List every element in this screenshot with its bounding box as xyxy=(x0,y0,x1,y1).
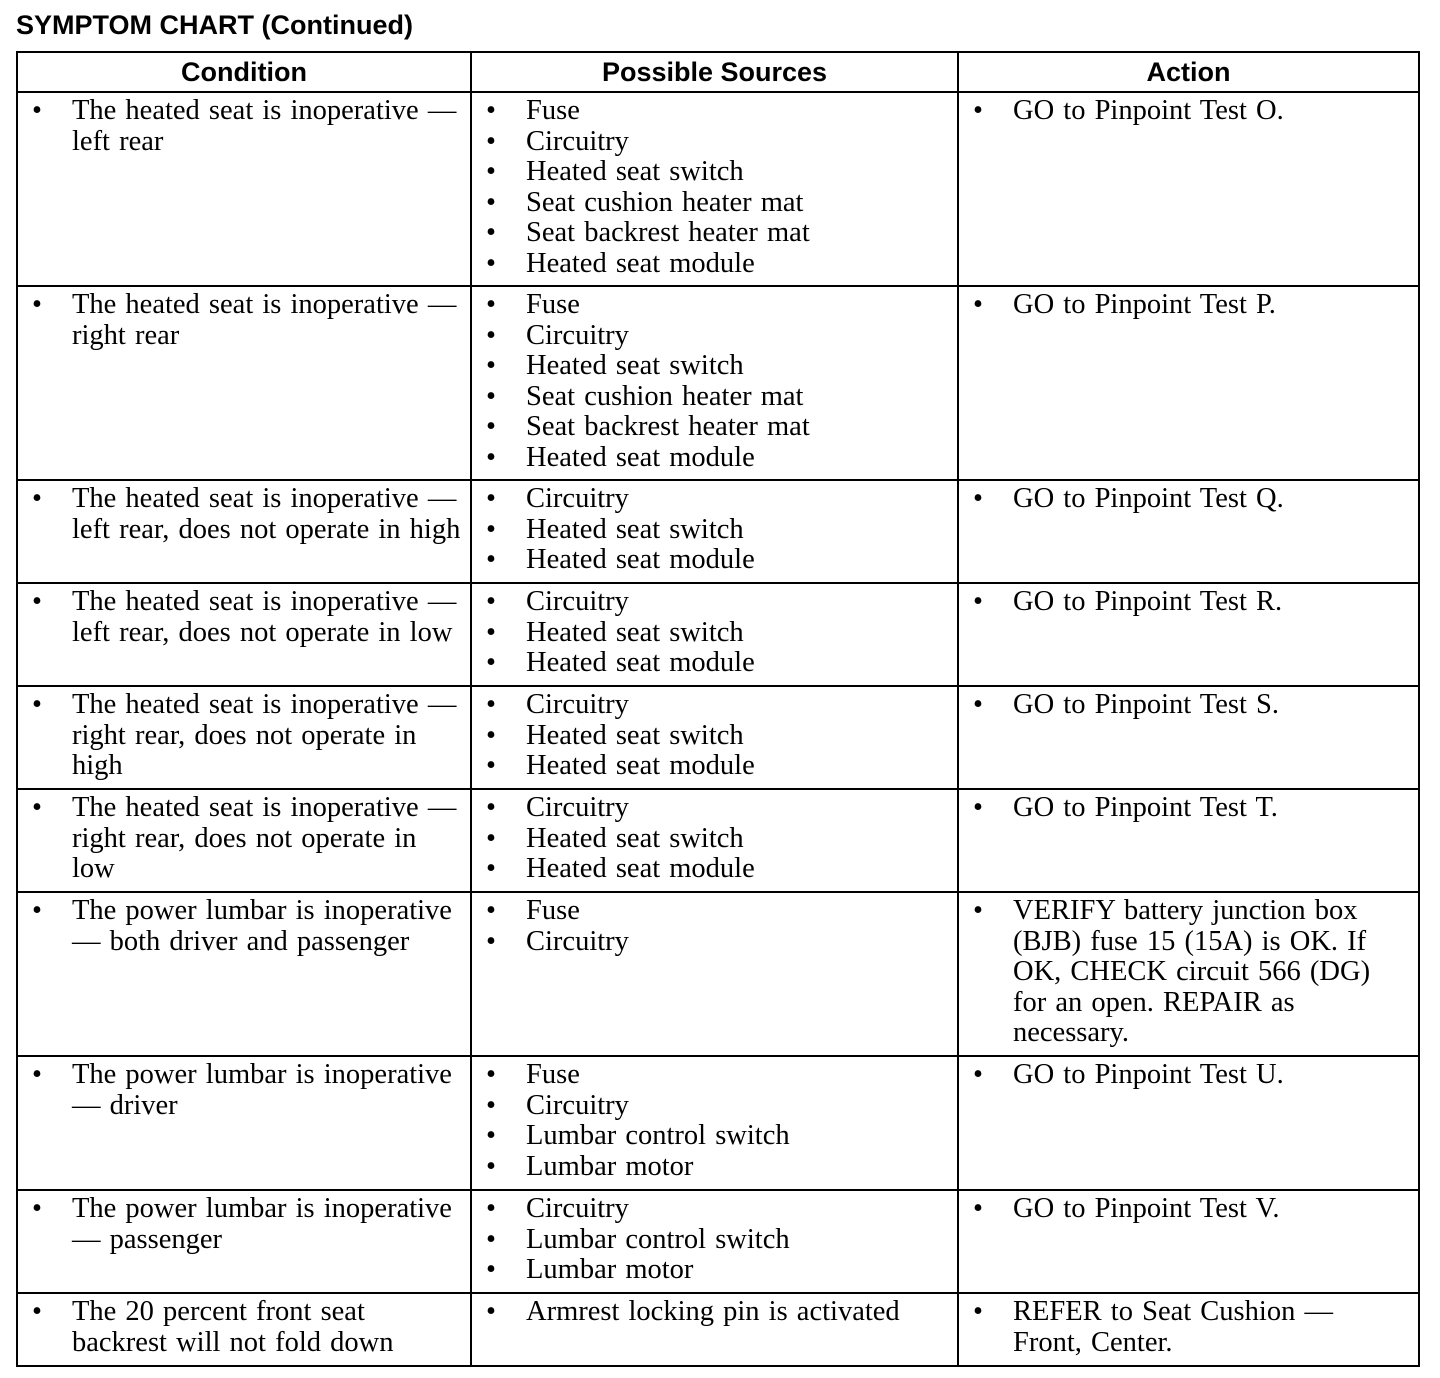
possible-sources-cell xyxy=(471,480,958,583)
possible-source-item: • Heated seat module xyxy=(472,751,957,782)
condition-text: • The heated seat is inoperative — right rear, does not operate in low xyxy=(18,793,470,885)
action-list xyxy=(959,1194,1418,1225)
possible-source-item: • Seat cushion heater mat xyxy=(472,382,957,413)
possible-source-item: • Heated seat switch xyxy=(472,157,957,188)
table-row xyxy=(17,1056,1419,1190)
action-text: • GO to Pinpoint Test V. xyxy=(959,1194,1418,1225)
condition-text: • The 20 percent front seat backrest will not fold down xyxy=(18,1297,470,1358)
action-list xyxy=(959,1297,1418,1358)
condition-text: • The power lumbar is inoperative — both driver and passenger xyxy=(18,896,470,957)
condition-list xyxy=(18,587,470,648)
condition-list xyxy=(18,1194,470,1255)
action-list xyxy=(959,484,1418,515)
action-text: • GO to Pinpoint Test S. xyxy=(959,690,1418,721)
condition-cell xyxy=(17,286,471,480)
action-text: • GO to Pinpoint Test T. xyxy=(959,793,1418,824)
action-text: • GO to Pinpoint Test P. xyxy=(959,290,1418,321)
possible-source-item: • Heated seat switch xyxy=(472,351,957,382)
possible-sources-cell xyxy=(471,1056,958,1190)
possible-sources-cell xyxy=(471,686,958,789)
action-cell xyxy=(958,789,1419,892)
header-action: Action xyxy=(958,52,1419,92)
possible-source-item: • Circuitry xyxy=(472,587,957,618)
action-text: • GO to Pinpoint Test U. xyxy=(959,1060,1418,1091)
action-list xyxy=(959,290,1418,321)
action-text: • VERIFY battery junction box (BJB) fuse 15 (15A) is OK. If OK, CHECK circuit 566 (DG) for an open. REPAIR as necessary. xyxy=(959,896,1418,1049)
action-cell xyxy=(958,1293,1419,1366)
condition-list xyxy=(18,896,470,957)
possible-sources-cell xyxy=(471,583,958,686)
condition-text: • The heated seat is inoperative — right rear xyxy=(18,290,470,351)
possible-source-item: • Seat cushion heater mat xyxy=(472,188,957,219)
action-list xyxy=(959,690,1418,721)
possible-sources-cell xyxy=(471,789,958,892)
possible-sources-cell xyxy=(471,1190,958,1293)
possible-sources-list xyxy=(472,1194,957,1286)
possible-source-item: • Heated seat module xyxy=(472,545,957,576)
action-cell xyxy=(958,1056,1419,1190)
condition-list xyxy=(18,484,470,545)
possible-source-item: • Heated seat module xyxy=(472,854,957,885)
possible-sources-list xyxy=(472,1297,957,1328)
action-text: • GO to Pinpoint Test O. xyxy=(959,96,1418,127)
possible-source-item: • Lumbar motor xyxy=(472,1152,957,1183)
chart-body xyxy=(17,92,1419,1366)
table-row xyxy=(17,1190,1419,1293)
possible-source-item: • Circuitry xyxy=(472,1194,957,1225)
possible-sources-list xyxy=(472,1060,957,1182)
table-row xyxy=(17,892,1419,1056)
action-text: • REFER to Seat Cushion — Front, Center. xyxy=(959,1297,1418,1358)
possible-source-item: • Lumbar motor xyxy=(472,1255,957,1286)
condition-cell xyxy=(17,1190,471,1293)
possible-source-item: • Lumbar control switch xyxy=(472,1225,957,1256)
possible-source-item: • Circuitry xyxy=(472,484,957,515)
action-cell xyxy=(958,480,1419,583)
condition-cell xyxy=(17,789,471,892)
possible-source-item: • Heated seat switch xyxy=(472,721,957,752)
action-cell xyxy=(958,92,1419,286)
table-row xyxy=(17,92,1419,286)
possible-sources-cell xyxy=(471,1293,958,1366)
possible-source-item: • Circuitry xyxy=(472,127,957,158)
condition-cell xyxy=(17,1293,471,1366)
possible-sources-list xyxy=(472,96,957,280)
condition-text: • The power lumbar is inoperative — passenger xyxy=(18,1194,470,1255)
possible-source-item: • Circuitry xyxy=(472,793,957,824)
possible-source-item: • Heated seat switch xyxy=(472,515,957,546)
table-row xyxy=(17,789,1419,892)
possible-source-item: • Heated seat module xyxy=(472,443,957,474)
possible-source-item: • Heated seat module xyxy=(472,648,957,679)
header-possible-sources: Possible Sources xyxy=(471,52,958,92)
condition-list xyxy=(18,290,470,351)
possible-source-item: • Fuse xyxy=(472,290,957,321)
condition-list xyxy=(18,793,470,885)
table-row xyxy=(17,583,1419,686)
table-row xyxy=(17,686,1419,789)
condition-list xyxy=(18,96,470,157)
possible-source-item: • Circuitry xyxy=(472,927,957,958)
action-list xyxy=(959,896,1418,1049)
condition-text: • The heated seat is inoperative — left rear, does not operate in low xyxy=(18,587,470,648)
action-list xyxy=(959,587,1418,618)
header-condition: Condition xyxy=(17,52,471,92)
condition-cell xyxy=(17,480,471,583)
table-row xyxy=(17,480,1419,583)
action-text: • GO to Pinpoint Test R. xyxy=(959,587,1418,618)
possible-source-item: • Fuse xyxy=(472,1060,957,1091)
condition-cell xyxy=(17,686,471,789)
possible-sources-list xyxy=(472,690,957,782)
action-cell xyxy=(958,1190,1419,1293)
possible-source-item: • Seat backrest heater mat xyxy=(472,218,957,249)
condition-text: • The heated seat is inoperative — left rear, does not operate in high xyxy=(18,484,470,545)
possible-source-item: • Circuitry xyxy=(472,1091,957,1122)
possible-sources-list xyxy=(472,484,957,576)
possible-sources-cell xyxy=(471,892,958,1056)
condition-cell xyxy=(17,92,471,286)
possible-sources-list xyxy=(472,793,957,885)
action-list xyxy=(959,793,1418,824)
possible-source-item: • Seat backrest heater mat xyxy=(472,412,957,443)
table-row xyxy=(17,286,1419,480)
condition-cell xyxy=(17,583,471,686)
possible-sources-list xyxy=(472,587,957,679)
action-text: • GO to Pinpoint Test Q. xyxy=(959,484,1418,515)
condition-text: • The heated seat is inoperative — right rear, does not operate in high xyxy=(18,690,470,782)
condition-cell xyxy=(17,892,471,1056)
header-row xyxy=(17,52,1419,92)
condition-list xyxy=(18,690,470,782)
possible-source-item: • Lumbar control switch xyxy=(472,1121,957,1152)
action-list xyxy=(959,1060,1418,1091)
possible-sources-cell xyxy=(471,92,958,286)
possible-sources-list xyxy=(472,896,957,957)
action-cell xyxy=(958,892,1419,1056)
possible-source-item: • Circuitry xyxy=(472,690,957,721)
possible-sources-list xyxy=(472,290,957,474)
possible-source-item: • Heated seat switch xyxy=(472,824,957,855)
action-cell xyxy=(958,583,1419,686)
action-cell xyxy=(958,686,1419,789)
condition-text: • The heated seat is inoperative — left rear xyxy=(18,96,470,157)
table-row xyxy=(17,1293,1419,1366)
possible-sources-cell xyxy=(471,286,958,480)
condition-cell xyxy=(17,1056,471,1190)
action-cell xyxy=(958,286,1419,480)
possible-source-item: • Circuitry xyxy=(472,321,957,352)
possible-source-item: • Heated seat module xyxy=(472,249,957,280)
condition-list xyxy=(18,1060,470,1121)
action-list xyxy=(959,96,1418,127)
possible-source-item: • Heated seat switch xyxy=(472,618,957,649)
condition-text: • The power lumbar is inoperative — driver xyxy=(18,1060,470,1121)
condition-list xyxy=(18,1297,470,1358)
page-title: SYMPTOM CHART (Continued) xyxy=(16,10,413,40)
possible-source-item: • Armrest locking pin is activated xyxy=(472,1297,957,1328)
possible-source-item: • Fuse xyxy=(472,896,957,927)
possible-source-item: • Fuse xyxy=(472,96,957,127)
symptom-chart-table xyxy=(16,51,1420,1367)
